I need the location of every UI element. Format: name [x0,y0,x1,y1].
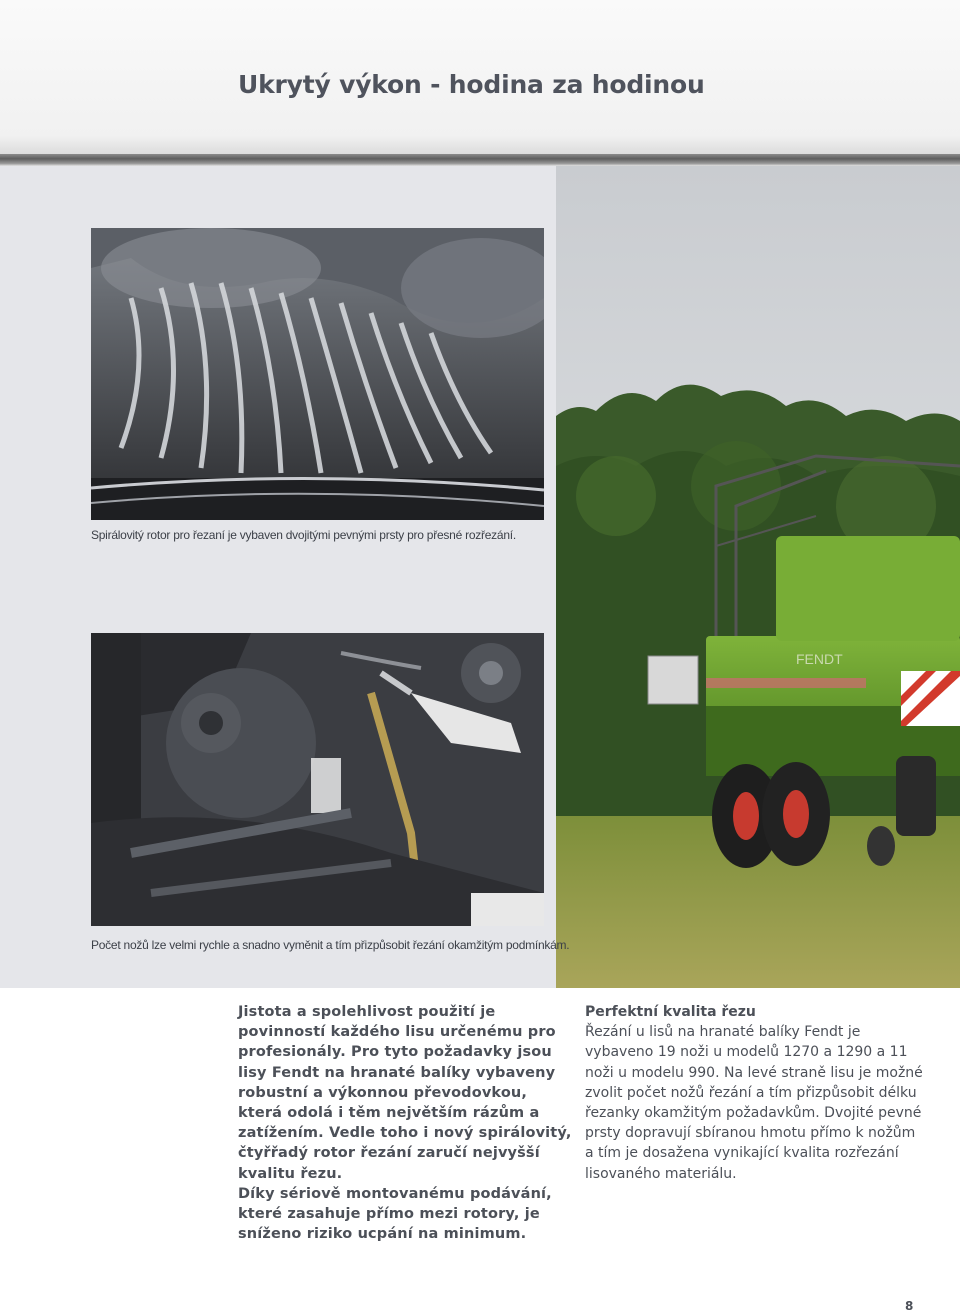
cut-quality-heading: Perfektní kvalita řezu [585,1004,756,1020]
knife-gearbox-photo [91,633,544,926]
page-number: 8 [905,1299,914,1313]
rotor-photo [91,228,544,520]
header-divider [0,154,960,166]
baler-field-photo [556,166,960,988]
reliability-paragraph: Jistota a spolehlivost použití je povinností každého lisu určenému pro profesionály. Pro tyto požadavky jsou lisy Fendt na hranaté balíky vybaveny robustní a výkonnou převodovkou, která odolá i těm největším rázům a zatížením. Vedle toho i nový spirálovitý, čtyřřadý rotor řezání zaručí nejvyšší kvalitu řezu. [238,1004,572,1182]
rotor-caption: Spirálovitý rotor pro řezaní je vybaven dvojitými pevnými prsty pro přesné rozřezání. [91,528,516,542]
page-title: Ukrytý výkon - hodina za hodinou [238,70,705,99]
left-text-column [238,1002,573,1244]
knives-caption: Počet nožů lze velmi rychle a snadno vyměnit a tím přizpůsobit řezání okamžitým podmínkám. [91,938,570,952]
baler-brand-label: FENDT [796,651,843,667]
right-text-column [585,1002,925,1184]
feeding-paragraph: Díky sériově montovanému podávání, které zasahuje přímo mezi rotory, je sníženo riziko ucpání na minimum. [238,1185,552,1243]
cut-quality-paragraph: Řezání u lisů na hranaté balíky Fendt je vybaveno 19 noži u modelů 1270 a 1290 a 11 noži u modelu 990. Na levé straně lisu je možné zvolit počet nožů řezání a tím přizpůsobit délku řezanky okamžitým požadavkům. Dvojité pevné prsty dopravují sbíranou hmotu přímo k nožům a tím je dosažena vynikající kvalita rozřezání lisovaného materiálu. [585,1024,923,1182]
